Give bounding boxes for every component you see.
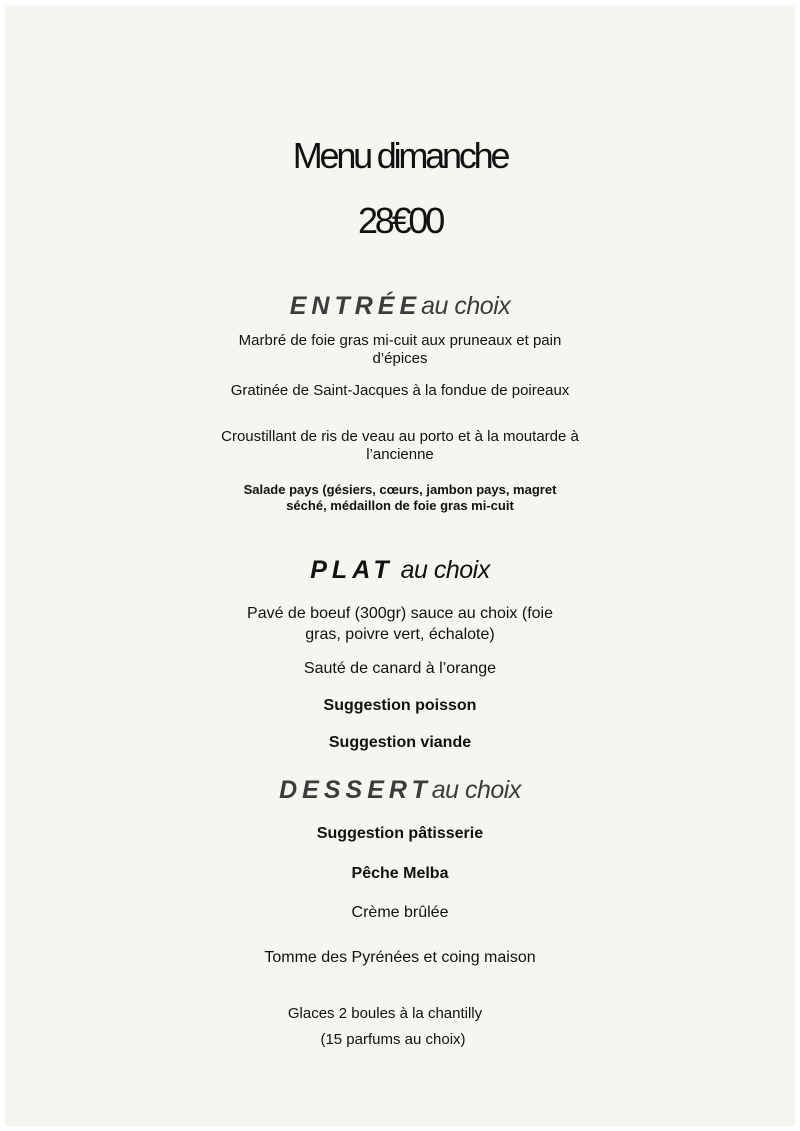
entree-item-4-line1: Salade pays (gésiers, cœurs, jambon pays, magret [243, 482, 557, 497]
plat-item-2-line1: Sauté de canard à l’orange [303, 660, 497, 677]
dessert-item-4 [0, 947, 800, 968]
plat-item-3 [0, 695, 800, 716]
plat-item-3-line1: Suggestion poisson [323, 697, 477, 714]
plat-item-1 [0, 603, 800, 645]
entree-item-4-line2: séché, médaillon de foie gras mi-cuit [286, 498, 514, 513]
entree-item-3-line1: Croustillant de ris de veau au porto et à la moutarde à [221, 428, 579, 445]
entree-item-2-line1: Gratinée de Saint-Jacques à la fondue de poireaux [230, 382, 570, 399]
dessert-heading-suffix: au choix [431, 776, 521, 804]
entree-item-3 [0, 428, 800, 464]
entree-item-1-line1: Marbré de foie gras mi-cuit aux pruneaux et pain [238, 332, 562, 349]
dessert-item-5-line1: Glaces 2 boules à la chantilly [287, 1005, 483, 1022]
dessert-item-2-line1: Pêche Melba [351, 865, 449, 882]
plat-item-4-line1: Suggestion viande [328, 734, 472, 751]
entree-item-4 [0, 482, 800, 514]
entree-item-1 [0, 332, 800, 368]
dessert-item-4-line1: Tomme des Pyrénées et coing maison [264, 949, 536, 966]
plat-item-1-line1: Pavé de boeuf (300gr) sauce au choix (foie [247, 605, 553, 622]
menu-title: Menu dimanche [292, 135, 508, 176]
dessert-item-2 [0, 863, 800, 884]
plat-heading-suffix: au choix [400, 556, 490, 584]
entree-heading [0, 292, 800, 321]
plat-item-1-line2: gras, poivre vert, échalote) [305, 626, 495, 643]
dessert-item-3-line1: Crème brûlée [351, 904, 449, 921]
dessert-item-3 [0, 902, 800, 923]
dessert-heading [0, 776, 800, 805]
dessert-heading-word: DESSERT [279, 776, 432, 804]
plat-item-4 [0, 732, 800, 753]
dessert-item-1-line1: Suggestion pâtisserie [316, 825, 484, 842]
dessert-item-1 [0, 823, 800, 844]
plat-heading [0, 556, 800, 585]
entree-item-1-line2: d’épices [372, 350, 428, 367]
plat-item-2 [0, 658, 800, 679]
menu-price: 28€00 [357, 200, 443, 241]
entree-item-2 [0, 382, 800, 400]
entree-heading-word: ENTRÉE [289, 292, 422, 320]
plat-heading-word: PLAT [310, 556, 394, 584]
entree-item-3-line2: l’ancienne [366, 446, 434, 463]
entree-heading-suffix: au choix [421, 292, 511, 320]
dessert-item-5 [0, 1001, 800, 1053]
dessert-item-5-line2: (15 parfums au choix) [320, 1031, 466, 1048]
